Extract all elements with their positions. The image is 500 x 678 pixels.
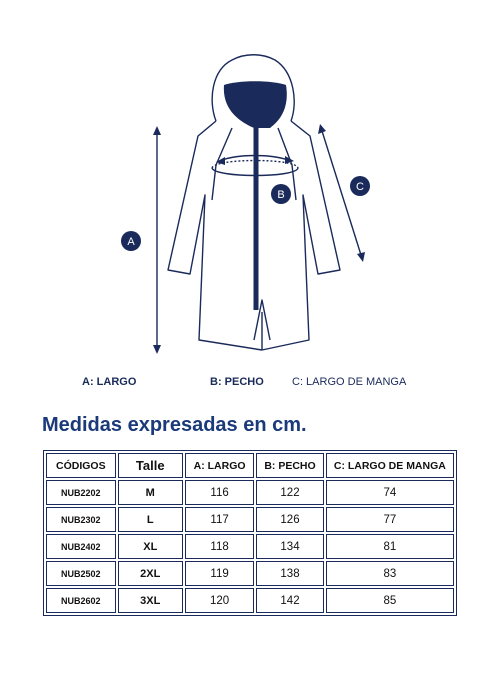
measurements-heading: Medidas expresadas en cm. xyxy=(42,414,307,436)
size-cell: 2XL xyxy=(118,561,183,586)
table-row xyxy=(46,480,454,505)
code-cell: NUB2502 xyxy=(46,561,116,586)
header-talle: Talle xyxy=(118,453,183,478)
table-row xyxy=(46,507,454,532)
pecho-cell: 122 xyxy=(256,480,323,505)
marker-b xyxy=(271,184,291,204)
size-table xyxy=(43,450,457,616)
marker-c xyxy=(350,176,370,196)
largo-cell: 119 xyxy=(185,561,254,586)
marker-a xyxy=(121,231,141,251)
header-largo: A: LARGO xyxy=(185,453,254,478)
size-cell: 3XL xyxy=(118,588,183,613)
marker-a-label: A xyxy=(127,236,135,248)
table-row xyxy=(46,588,454,613)
largo-cell: 120 xyxy=(185,588,254,613)
coat-right-outline xyxy=(262,121,340,350)
code-cell: NUB2402 xyxy=(46,534,116,559)
largo-cell: 116 xyxy=(185,480,254,505)
manga-cell: 83 xyxy=(326,561,454,586)
header-pecho: B: PECHO xyxy=(256,453,323,478)
largo-cell: 117 xyxy=(185,507,254,532)
manga-cell: 74 xyxy=(326,480,454,505)
largo-cell: 118 xyxy=(185,534,254,559)
size-cell: L xyxy=(118,507,183,532)
legend-c: C: LARGO DE MANGA xyxy=(292,376,407,388)
size-cell: XL xyxy=(118,534,183,559)
header-codigos: CÓDIGOS xyxy=(46,453,116,478)
header-manga: C: LARGO DE MANGA xyxy=(326,453,454,478)
pecho-cell: 138 xyxy=(256,561,323,586)
pecho-cell: 126 xyxy=(256,507,323,532)
table-row xyxy=(46,534,454,559)
size-cell: M xyxy=(118,480,183,505)
pecho-cell: 134 xyxy=(256,534,323,559)
manga-cell: 77 xyxy=(326,507,454,532)
manga-cell: 85 xyxy=(326,588,454,613)
code-cell: NUB2602 xyxy=(46,588,116,613)
marker-b-label: B xyxy=(277,189,285,201)
legend-a: A: LARGO xyxy=(82,376,137,388)
code-cell: NUB2302 xyxy=(46,507,116,532)
table-row xyxy=(46,561,454,586)
marker-c-label: C xyxy=(356,181,364,193)
legend-b: B: PECHO xyxy=(210,376,264,388)
manga-cell: 81 xyxy=(326,534,454,559)
arrow-a xyxy=(153,126,161,354)
table-header-row xyxy=(46,453,454,478)
hood-interior xyxy=(224,81,287,128)
pecho-cell: 142 xyxy=(256,588,323,613)
code-cell: NUB2202 xyxy=(46,480,116,505)
